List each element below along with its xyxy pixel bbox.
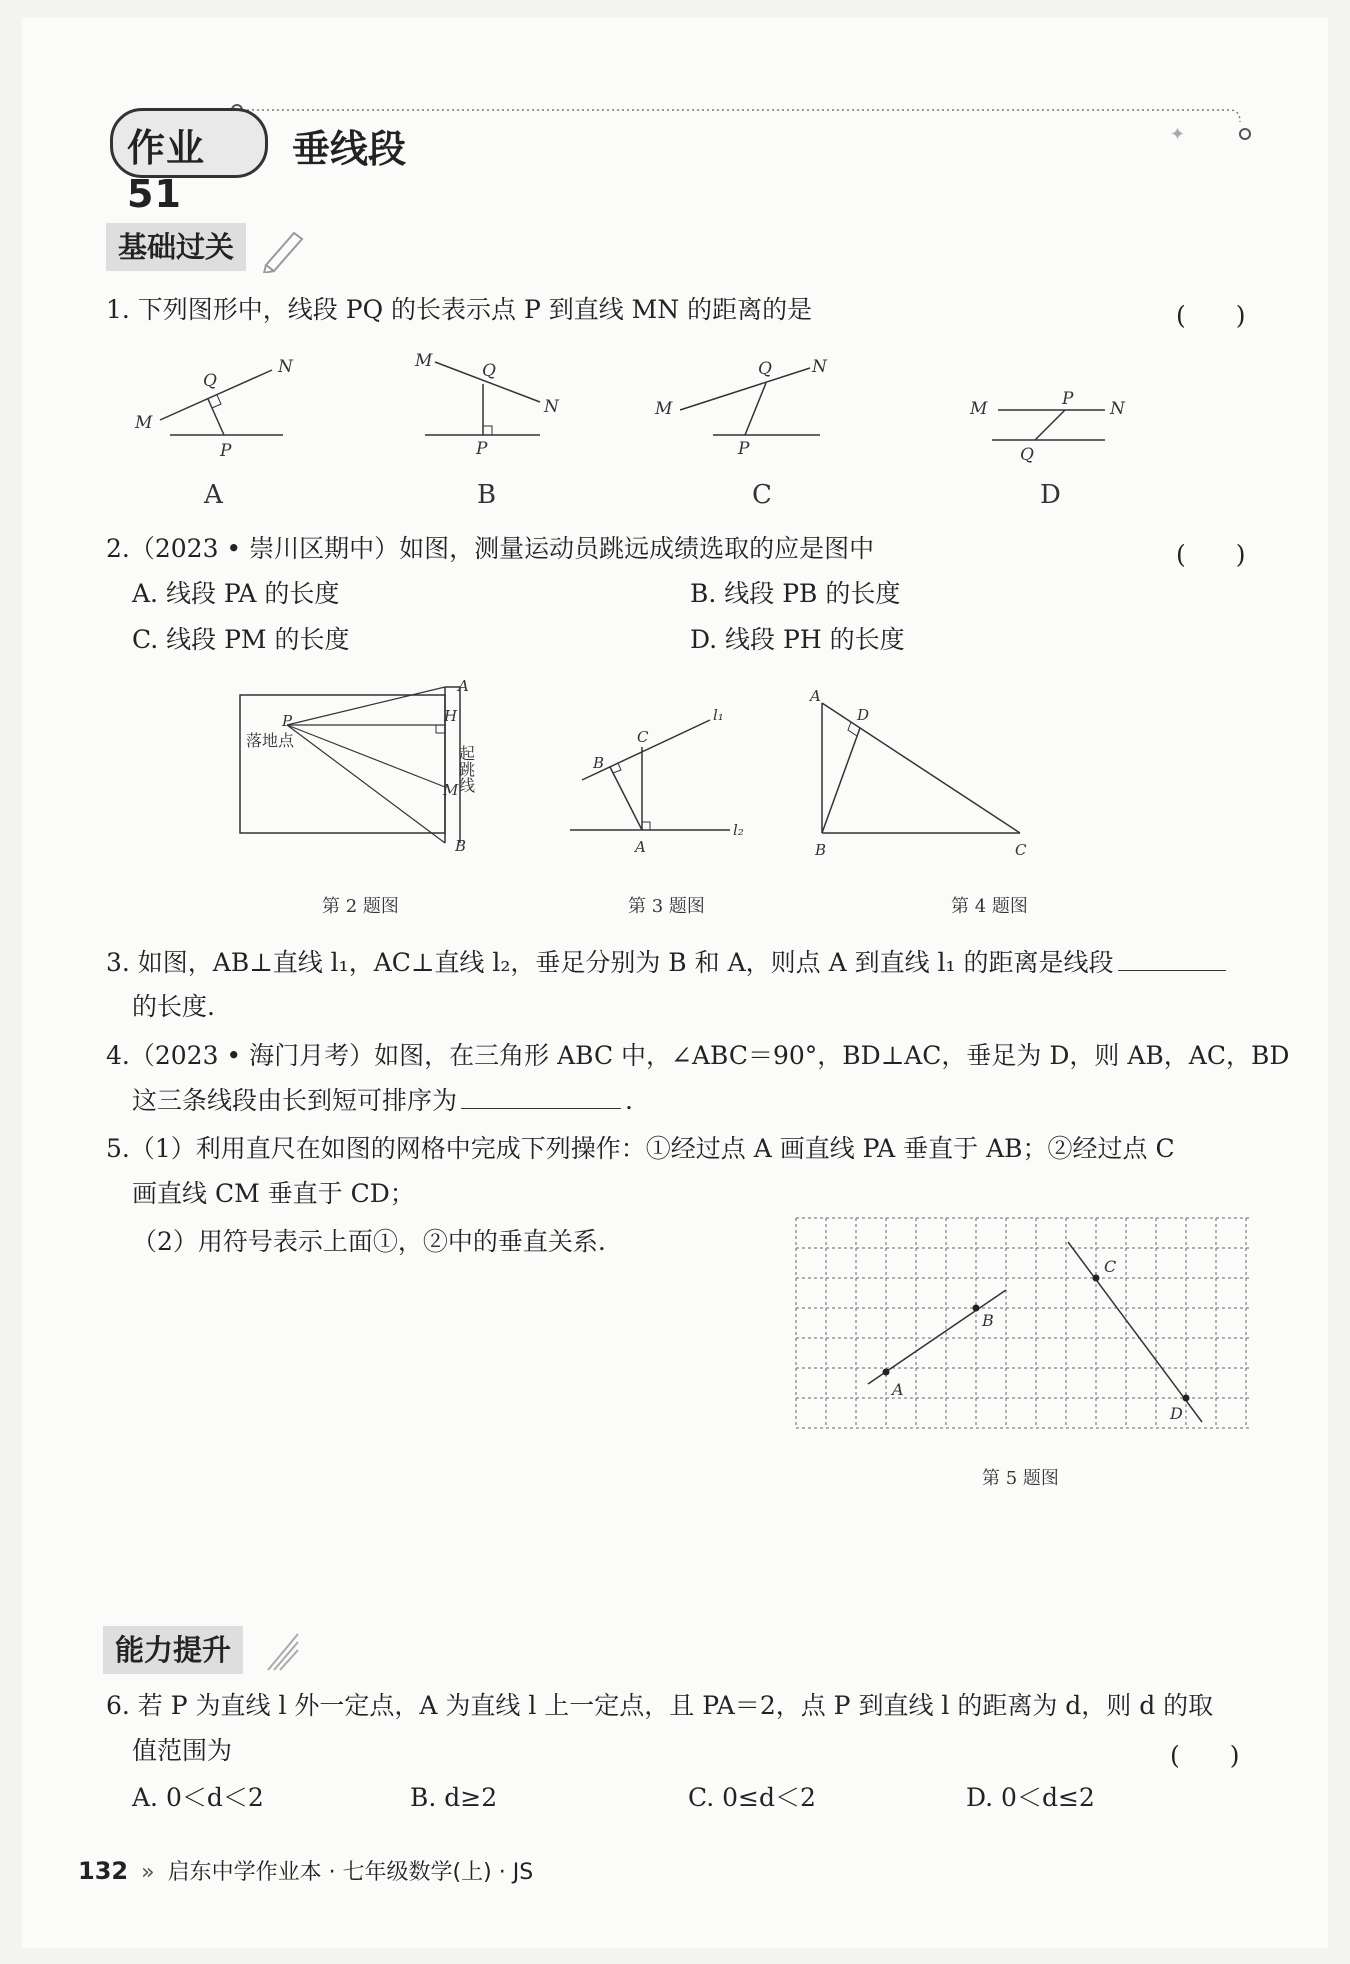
q5-line3: （2）用符号表示上面①，②中的垂直关系. [132,1227,606,1256]
fig3-figure [570,706,744,856]
svg-text:B: B [815,841,827,859]
svg-text:A: A [635,838,646,856]
svg-text:Q: Q [203,371,217,391]
homework-title: 作业 51 [127,126,206,216]
svg-text:M: M [415,351,433,371]
q1-option-c: C [752,480,772,510]
svg-text:D: D [1170,1404,1183,1423]
svg-text:A: A [892,1380,904,1399]
svg-text:N: N [812,357,827,377]
homework-subtitle: 垂线段 [292,127,407,171]
svg-text:H: H [444,707,458,725]
q2-option-d: D. 线段 PH 的长度 [690,625,905,654]
fig4-triangle [808,687,1027,859]
q2-option-b: B. 线段 PB 的长度 [690,579,901,608]
svg-text:N: N [278,357,293,377]
svg-text:M: M [655,399,673,419]
svg-text:P: P [738,439,750,459]
svg-text:P: P [1062,389,1074,409]
svg-text:P: P [220,441,232,461]
q1-text: 1. 下列图形中，线段 PQ 的长表示点 P 到直线 MN 的距离的是 [106,295,813,324]
fig2-long-jump [240,677,476,855]
q2-text: 2.（2023 • 崇川区期中）如图，测量运动员跳远成绩选取的应是图中 [106,534,875,563]
svg-text:✦: ✦ [1170,124,1186,140]
fig2-caption: 第 2 题图 [322,896,399,917]
q1-option-d: D [1040,480,1061,510]
fig3-caption: 第 3 题图 [628,896,705,917]
svg-text:B: B [455,837,467,855]
q3-line2: 的长度. [132,992,215,1021]
fig5-caption: 第 5 题图 [982,1468,1059,1489]
page-footer [78,1855,533,1886]
svg-text:l₂: l₂ [733,821,744,839]
fig2-takeoff-label: 起跳线 [456,745,476,793]
svg-text:Q: Q [1020,445,1034,465]
svg-text:B: B [593,754,605,772]
svg-text:l₁: l₁ [713,706,724,724]
q1-option-a: A [204,480,223,510]
q4-line1: 4.（2023 • 海门月考）如图，在三角形 ABC 中，∠ABC＝90°，BD⊥AC，垂足为 D，则 AB，AC，BD [106,1041,1290,1070]
q6-answer-paren: ( ) [1170,1741,1240,1770]
svg-text:C: C [1015,841,1027,859]
q1-figures [120,350,1160,470]
svg-text:M: M [135,413,153,433]
q3-answer-blank[interactable] [1118,948,1226,971]
svg-text:N: N [1110,399,1125,419]
q1-figure-a [134,357,294,461]
q4-answer-blank[interactable] [461,1086,621,1109]
sparkle-icon [258,1626,308,1674]
q1-option-b: B [477,480,497,510]
q6-line1: 6. 若 P 为直线 l 外一定点，A 为直线 l 上一定点，且 PA＝2，点 P 到直线 l 的距离为 d，则 d 的取 [106,1691,1214,1720]
q2-option-c: C. 线段 PM 的长度 [132,625,350,654]
q5-line2: 画直线 CM 垂直于 CD； [132,1179,415,1208]
svg-text:M: M [970,399,988,419]
fig4-caption: 第 4 题图 [951,896,1028,917]
q6-option-b: B. d≥2 [410,1783,498,1812]
q3-line1: 3. 如图，AB⊥直线 l₁，AC⊥直线 l₂，垂足分别为 B 和 A，则点 A 到直线 l₁ 的距离是线段 [106,947,1226,979]
svg-text:A: A [458,677,469,695]
homework-title-badge [110,108,268,216]
q6-option-a: A. 0＜d＜2 [132,1783,264,1812]
svg-text:Q: Q [758,359,772,379]
svg-text:P: P [282,712,293,730]
svg-text:M: M [443,781,459,799]
fig2-landing-label: 落地点 [246,731,295,750]
page-number: 132 [78,1857,129,1885]
q2-option-a: A. 线段 PA 的长度 [132,579,340,608]
svg-text:D: D [857,706,870,724]
svg-text:B: B [982,1311,994,1330]
svg-text:A: A [810,687,821,705]
q6-option-c: C. 0≤d＜2 [688,1783,816,1812]
q5-line1: 5.（1）利用直尺在如图的网格中完成下列操作：①经过点 A 画直线 PA 垂直于 AB；②经过点 C [106,1134,1175,1163]
q4-line2: 这三条线段由长到短可排序为 . [132,1086,633,1115]
figures-2-3-4 [230,675,1160,865]
q6-option-d: D. 0＜d≤2 [966,1783,1095,1812]
q1-answer-paren: ( ) [1176,301,1246,330]
footer-book-title: 启东中学作业本 · 七年级数学(上) · JS [167,1860,534,1885]
section-advanced: 能力提升 [103,1626,243,1674]
q5-grid-figure [790,1212,1260,1442]
svg-text:P: P [476,439,488,459]
chevron-right-icon: » [141,1860,155,1885]
pencil-icon [258,225,308,273]
q6-line2: 值范围为 [132,1736,233,1765]
q1-figure-c [654,357,828,459]
svg-text:Q: Q [482,361,496,381]
q1-figure-d [969,389,1126,465]
svg-text:C: C [1104,1257,1117,1276]
svg-text:N: N [544,397,559,417]
svg-text:C: C [637,728,649,746]
q1-figure-b [414,351,560,459]
q2-answer-paren: ( ) [1176,540,1246,569]
section-basic: 基础过关 [106,223,246,271]
